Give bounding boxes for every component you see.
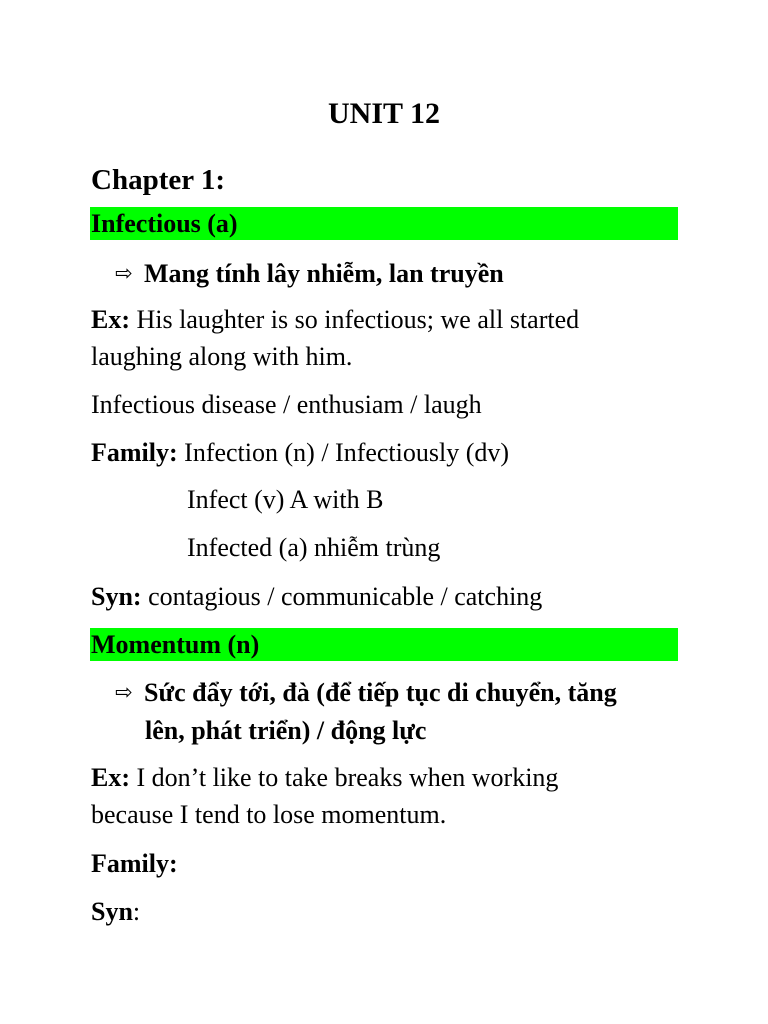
family-line-2: Infect (v) A with B (187, 485, 384, 514)
outlined-right-arrow-icon: ⇨ (115, 680, 133, 704)
example-text: I don’t like to take breaks when working (130, 763, 559, 792)
synonym-line (91, 581, 691, 613)
example-label: Ex: (91, 305, 130, 334)
family-label: Family: (91, 438, 178, 467)
family-text: Infection (n) / Infectiously (dv) (177, 438, 510, 467)
chapter-heading: Chapter 1: (91, 164, 225, 196)
meaning-line-2: lên, phát triển) / động lực (145, 716, 427, 745)
word-highlight-momentum (90, 628, 678, 661)
example-line-2: laughing along with him. (91, 342, 353, 371)
word-heading: Momentum (n) (91, 630, 260, 659)
synonym-text: contagious / communicable / catching (141, 582, 543, 611)
example-text: His laughter is so infectious; we all started (130, 305, 580, 334)
word-highlight-infectious (90, 207, 678, 240)
word-heading: Infectious (a) (91, 209, 238, 238)
synonym-colon: : (132, 897, 141, 926)
family-label: Family: (91, 849, 178, 878)
example-line-2: because I tend to lose momentum. (91, 800, 447, 829)
example-line-1 (91, 762, 691, 794)
example-label: Ex: (91, 763, 130, 792)
synonym-label: Syn: (91, 582, 142, 611)
family-line (91, 848, 691, 880)
page-title: UNIT 12 (328, 97, 440, 130)
meaning-text: Sức đẩy tới, đà (để tiếp tục di chuyển, tăng (144, 678, 617, 707)
collocations-line: Infectious disease / enthusiam / laugh (91, 390, 482, 419)
meaning-text: Mang tính lây nhiễm, lan truyền (144, 259, 504, 288)
outlined-right-arrow-icon: ⇨ (115, 261, 133, 285)
synonym-label: Syn (91, 897, 133, 926)
synonym-line (91, 896, 691, 928)
example-line-1 (91, 304, 691, 336)
family-line-3: Infected (a) nhiễm trùng (187, 533, 441, 562)
family-line (91, 437, 691, 469)
meaning-line (115, 673, 675, 712)
meaning-line (115, 254, 675, 293)
